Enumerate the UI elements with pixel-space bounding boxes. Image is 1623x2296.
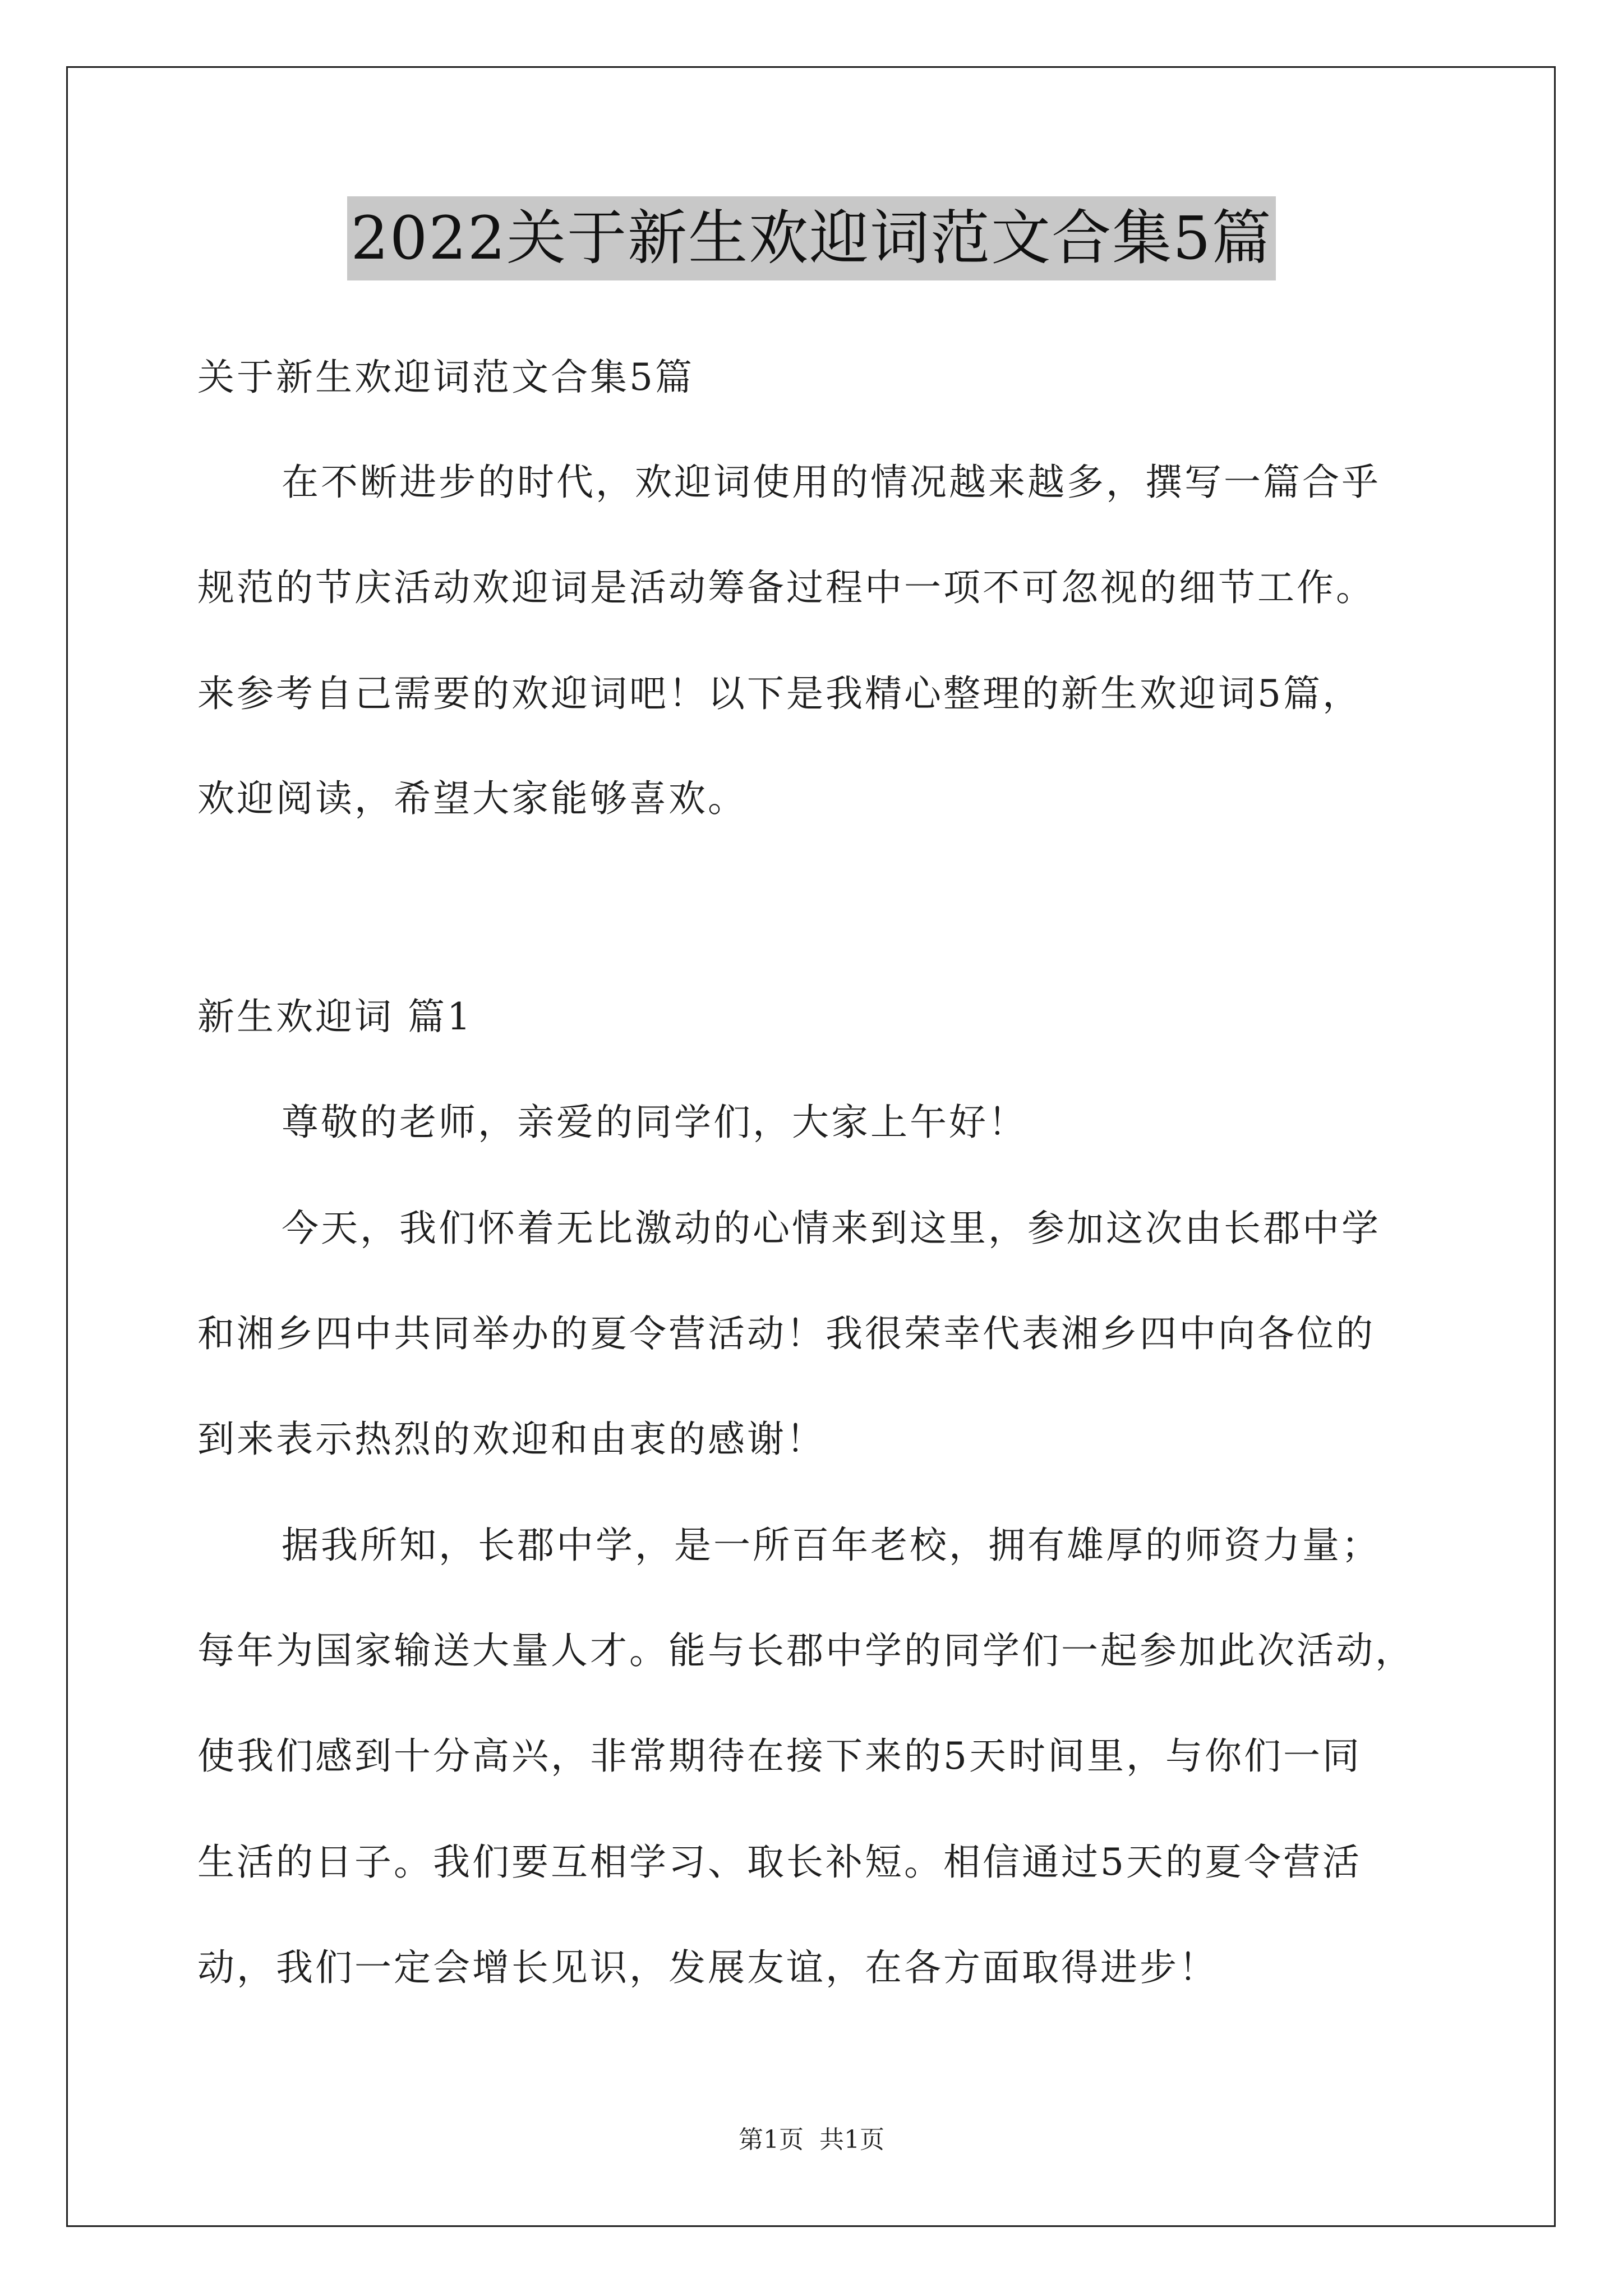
body-line-7: 使我们感到十分高兴，非常期待在接下来的5天时间里，与你们一同: [197, 1734, 1362, 1778]
body-line-8: 生活的日子。我们要互相学习、取长补短。相信通过5天的夏令营活: [197, 1841, 1362, 1884]
title-container: [0, 196, 1623, 280]
body-line-9: 动，我们一定会增长见识，发展友谊，在各方面取得进步！: [197, 1946, 1218, 1989]
page-number: 第1页: [739, 2125, 804, 2154]
intro-line-1: 在不断进步的时代，欢迎词使用的情况越来越多，撰写一篇合乎: [282, 461, 1381, 504]
body-line-5: 据我所知，长郡中学，是一所百年老校，拥有雄厚的师资力量；: [282, 1524, 1381, 1567]
page-total: 共1页: [819, 2125, 884, 2154]
intro-line-3: 来参考自己需要的欢迎词吧！以下是我精心整理的新生欢迎词5篇，: [197, 672, 1362, 715]
document-title: 2022关于新生欢迎词范文合集5篇: [347, 196, 1275, 280]
intro-line-4: 欢迎阅读，希望大家能够喜欢。: [197, 777, 747, 820]
body-line-3: 和湘乡四中共同举办的夏令营活动！我很荣幸代表湘乡四中向各位的: [197, 1312, 1375, 1355]
page-footer: [0, 2123, 1623, 2157]
section-heading: 新生欢迎词 篇1: [197, 995, 473, 1038]
intro-line-2: 规范的节庆活动欢迎词是活动筹备过程中一项不可忽视的细节工作。: [197, 566, 1375, 609]
body-line-1: 尊敬的老师，亲爱的同学们，大家上午好！: [282, 1101, 1027, 1144]
document-subtitle: 关于新生欢迎词范文合集5篇: [197, 356, 694, 399]
body-line-2: 今天，我们怀着无比激动的心情来到这里，参加这次由长郡中学: [282, 1207, 1381, 1250]
body-line-4: 到来表示热烈的欢迎和由衷的感谢！: [197, 1418, 826, 1461]
body-line-6: 每年为国家输送大量人才。能与长郡中学的同学们一起参加此次活动，: [197, 1629, 1414, 1672]
